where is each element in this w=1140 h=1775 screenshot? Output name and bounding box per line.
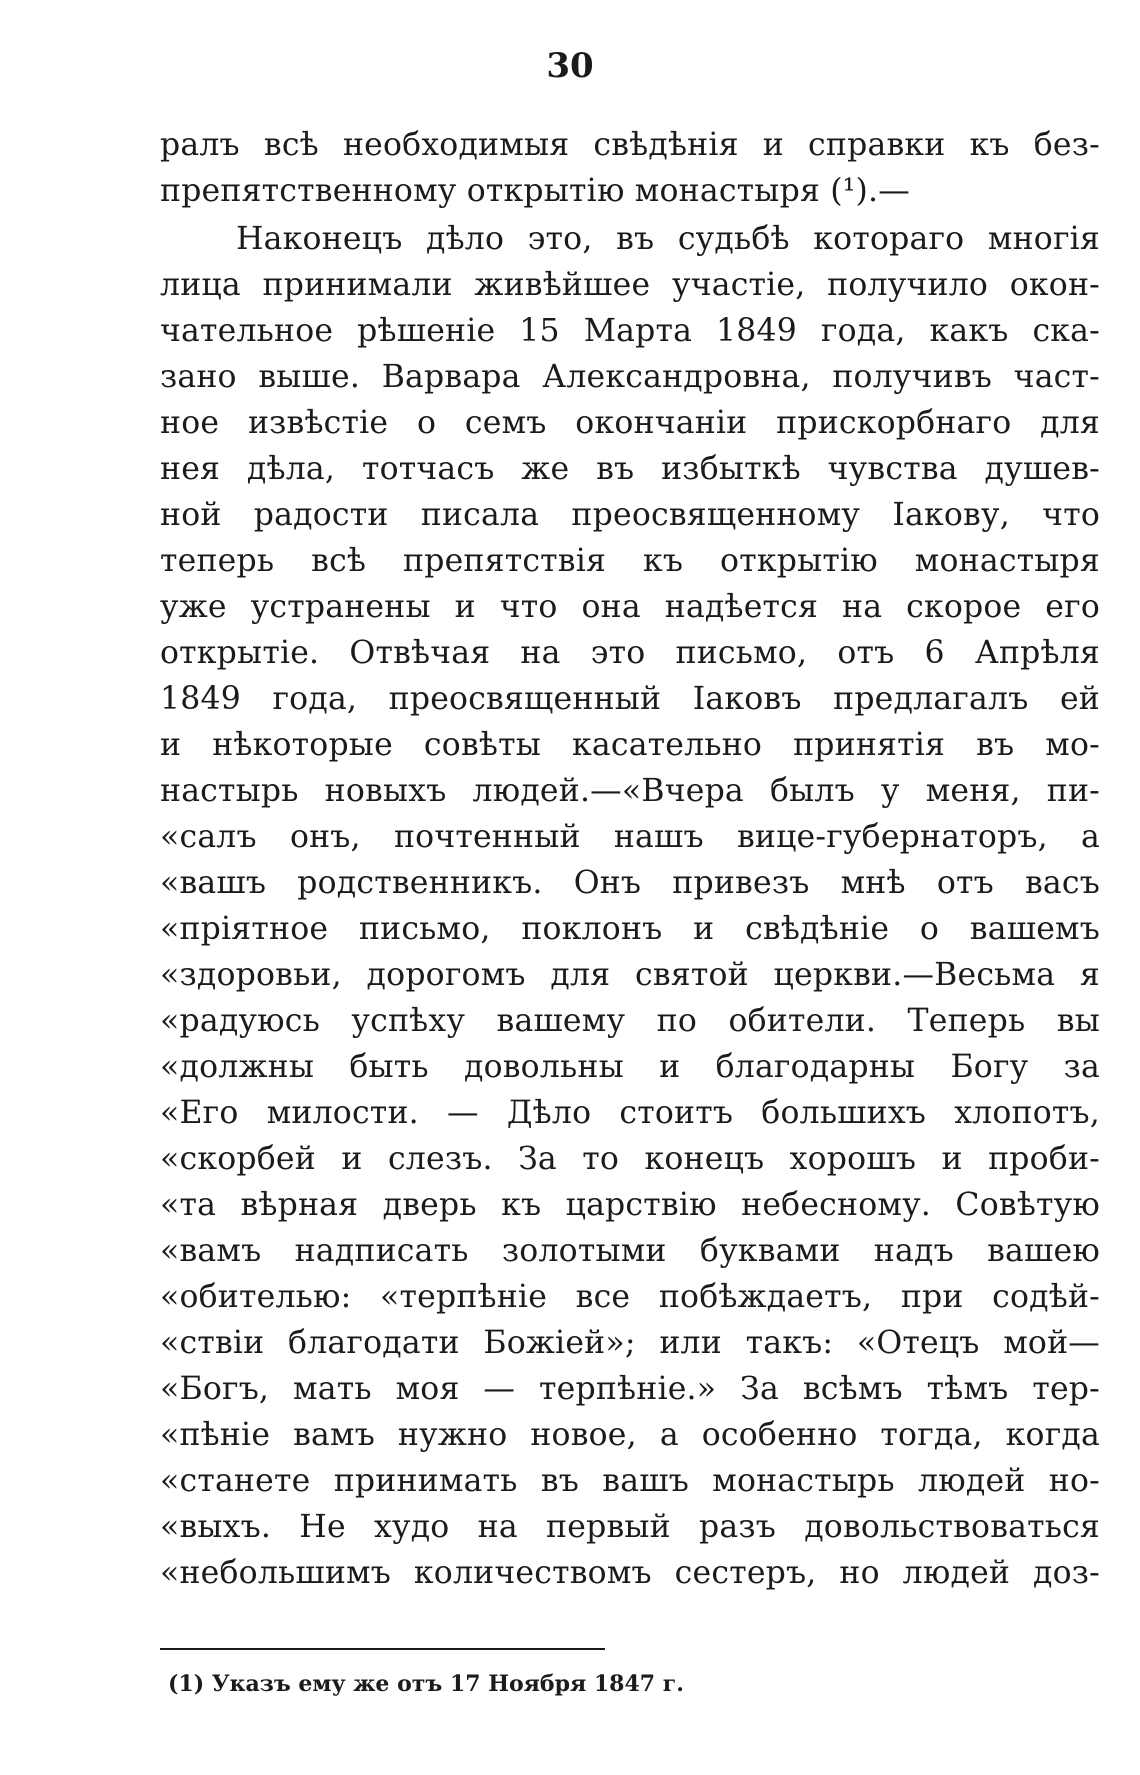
text-line: препятственному открытію монастыря (¹).— [160, 173, 910, 209]
text-line: 1849 года, преосвященный Іаковъ предлагалъ ей [160, 681, 1100, 717]
text-line: «вашъ родственникъ. Онъ привезъ мнѣ отъ васъ [160, 865, 1100, 901]
paragraph-first-line: Наконецъ дѣло это, въ судьбѣ котораго многія [236, 221, 1100, 257]
text-line: лица принимали живѣйшее участіе, получило окон- [160, 267, 1100, 303]
text-line: открытіе. Отвѣчая на это письмо, отъ 6 Апрѣля [160, 635, 1100, 671]
text-line: настырь новыхъ людей.—«Вчера былъ у меня, пи- [160, 773, 1100, 809]
text-line: «пѣніе вамъ нужно новое, а особенно тогда, когда [160, 1417, 1100, 1453]
footnote-divider [160, 1648, 605, 1650]
text-line: «здоровьи, дорогомъ для святой церкви.—Весьма я [160, 957, 1100, 993]
text-line: «обителью: «терпѣніе все побѣждаетъ, при содѣй- [160, 1279, 1100, 1315]
text-line: чательное рѣшеніе 15 Марта 1849 года, какъ ска- [160, 313, 1100, 349]
body-text [160, 122, 1100, 1596]
text-line: «та вѣрная дверь къ царствію небесному. Совѣтую [160, 1187, 1100, 1223]
text-line: «Его милости. — Дѣло стоитъ большихъ хлопотъ, [160, 1095, 1100, 1131]
text-line: уже устранены и что она надѣется на скорое его [160, 589, 1100, 625]
text-line: ралъ всѣ необходимыя свѣдѣнія и справки къ без- [160, 127, 1100, 163]
footnote: (1) Указъ ему же отъ 17 Ноября 1847 г. [168, 1671, 684, 1697]
text-line: «вамъ надписать золотыми буквами надъ вашею [160, 1233, 1100, 1269]
text-line: «радуюсь успѣху вашему по обители. Теперь вы [160, 1003, 1100, 1039]
text-line: «станете принимать въ вашъ монастырь людей но- [160, 1463, 1100, 1499]
page-number: 30 [546, 46, 594, 86]
text-line: «должны быть довольны и благодарны Богу за [160, 1049, 1100, 1085]
text-line: «пріятное письмо, поклонъ и свѣдѣніе о вашемъ [160, 911, 1100, 947]
text-line: зано выше. Варвара Александровна, получивъ част- [160, 359, 1100, 395]
text-line: «ствіи благодати Божіей»; или такъ: «Отецъ мой— [160, 1325, 1100, 1361]
text-line: теперь всѣ препятствія къ открытію монастыря [160, 543, 1100, 579]
text-line: «салъ онъ, почтенный нашъ вице-губернаторъ, а [160, 819, 1100, 855]
text-line: «небольшимъ количествомъ сестеръ, но людей доз- [160, 1555, 1100, 1591]
text-line: ное извѣстіе о семъ окончаніи прискорбнаго для [160, 405, 1100, 441]
text-line: «выхъ. Не худо на первый разъ довольствоваться [160, 1509, 1100, 1545]
text-line: нея дѣла, тотчасъ же въ избыткѣ чувства душев- [160, 451, 1100, 487]
text-line: ной радости писала преосвященному Іакову, что [160, 497, 1100, 533]
text-line: «Богъ, мать моя — терпѣніе.» За всѣмъ тѣмъ тер- [160, 1371, 1100, 1407]
text-line: и нѣкоторые совѣты касательно принятія въ мо- [160, 727, 1100, 763]
text-line: «скорбей и слезъ. За то конецъ хорошъ и проби- [160, 1141, 1100, 1177]
